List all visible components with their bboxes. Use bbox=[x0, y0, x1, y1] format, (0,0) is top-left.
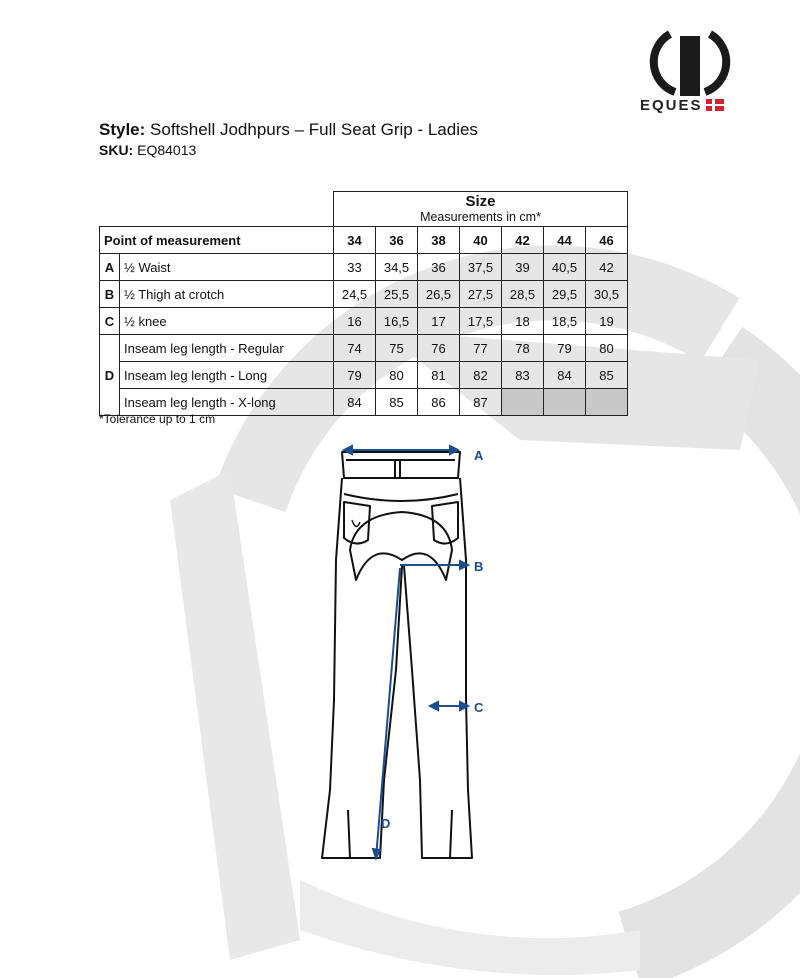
table-cell: 79 bbox=[544, 335, 586, 362]
row-name: Inseam leg length - Long bbox=[120, 362, 334, 389]
size-col-header: 36 bbox=[376, 227, 418, 254]
table-cell: 42 bbox=[586, 254, 628, 281]
style-line bbox=[99, 120, 478, 140]
table-cell: 81 bbox=[418, 362, 460, 389]
table-cell: 16 bbox=[334, 308, 376, 335]
table-cell: 34,5 bbox=[376, 254, 418, 281]
sku-line bbox=[99, 142, 196, 158]
size-title: Size bbox=[465, 193, 496, 210]
table-row bbox=[100, 281, 628, 308]
table-cell-unavailable bbox=[586, 389, 628, 416]
table-cell: 40,5 bbox=[544, 254, 586, 281]
table-cell: 79 bbox=[334, 362, 376, 389]
size-col-header: 34 bbox=[334, 227, 376, 254]
size-col-header: 40 bbox=[460, 227, 502, 254]
denmark-flag-icon bbox=[706, 99, 724, 111]
table-cell: 36 bbox=[418, 254, 460, 281]
table-cell: 77 bbox=[460, 335, 502, 362]
row-letter: B bbox=[100, 281, 120, 308]
table-header-row bbox=[100, 227, 628, 254]
table-cell: 18 bbox=[502, 308, 544, 335]
table-cell: 85 bbox=[376, 389, 418, 416]
row-letter: D bbox=[100, 335, 120, 416]
style-value: Softshell Jodhpurs – Full Seat Grip - Ladies bbox=[150, 120, 478, 139]
sku-value: EQ84013 bbox=[137, 142, 197, 158]
table-cell: 28,5 bbox=[502, 281, 544, 308]
size-col-header: 38 bbox=[418, 227, 460, 254]
table-cell: 78 bbox=[502, 335, 544, 362]
size-col-header: 42 bbox=[502, 227, 544, 254]
marker-c: C bbox=[474, 700, 484, 715]
table-cell: 75 bbox=[376, 335, 418, 362]
table-cell: 80 bbox=[376, 362, 418, 389]
table-cell: 82 bbox=[460, 362, 502, 389]
table-row bbox=[100, 254, 628, 281]
marker-a: A bbox=[474, 448, 484, 463]
style-label: Style: bbox=[99, 120, 146, 139]
marker-d: D bbox=[381, 816, 391, 831]
table-row bbox=[100, 362, 628, 389]
table-cell: 17,5 bbox=[460, 308, 502, 335]
row-name: ½ Thigh at crotch bbox=[120, 281, 334, 308]
size-col-header: 46 bbox=[586, 227, 628, 254]
table-cell: 25,5 bbox=[376, 281, 418, 308]
row-letter: C bbox=[100, 308, 120, 335]
table-cell: 37,5 bbox=[460, 254, 502, 281]
table-row bbox=[100, 335, 628, 362]
table-cell: 19 bbox=[586, 308, 628, 335]
jodhpurs-back-view-icon bbox=[300, 440, 530, 870]
table-cell: 29,5 bbox=[544, 281, 586, 308]
table-cell: 16,5 bbox=[376, 308, 418, 335]
table-cell: 86 bbox=[418, 389, 460, 416]
table-cell: 30,5 bbox=[586, 281, 628, 308]
row-name: Inseam leg length - X-long bbox=[120, 389, 334, 416]
table-cell: 33 bbox=[334, 254, 376, 281]
table-cell: 17 bbox=[418, 308, 460, 335]
table-cell: 87 bbox=[460, 389, 502, 416]
row-name: Inseam leg length - Regular bbox=[120, 335, 334, 362]
sku-label: SKU: bbox=[99, 142, 134, 158]
table-cell-unavailable bbox=[502, 389, 544, 416]
tolerance-note: *Tolerance up to 1 cm bbox=[99, 412, 216, 426]
table-row bbox=[100, 308, 628, 335]
table-cell: 39 bbox=[502, 254, 544, 281]
size-table bbox=[99, 191, 628, 416]
row-name: ½ knee bbox=[120, 308, 334, 335]
table-cell: 76 bbox=[418, 335, 460, 362]
size-subtitle: Measurements in cm* bbox=[420, 210, 541, 224]
table-cell: 24,5 bbox=[334, 281, 376, 308]
table-cell: 80 bbox=[586, 335, 628, 362]
marker-b: B bbox=[474, 559, 484, 574]
row-name: ½ Waist bbox=[120, 254, 334, 281]
table-cell-unavailable bbox=[544, 389, 586, 416]
table-cell: 84 bbox=[334, 389, 376, 416]
brand-name: EQUES bbox=[640, 97, 724, 114]
size-col-header: 44 bbox=[544, 227, 586, 254]
table-cell: 27,5 bbox=[460, 281, 502, 308]
size-header bbox=[334, 192, 628, 227]
table-cell: 83 bbox=[502, 362, 544, 389]
table-cell: 74 bbox=[334, 335, 376, 362]
table-cell: 18,5 bbox=[544, 308, 586, 335]
point-of-measurement-header: Point of measurement bbox=[100, 227, 334, 254]
row-letter: A bbox=[100, 254, 120, 281]
table-cell: 26,5 bbox=[418, 281, 460, 308]
table-blank-corner bbox=[100, 192, 334, 227]
table-cell: 85 bbox=[586, 362, 628, 389]
table-cell: 84 bbox=[544, 362, 586, 389]
